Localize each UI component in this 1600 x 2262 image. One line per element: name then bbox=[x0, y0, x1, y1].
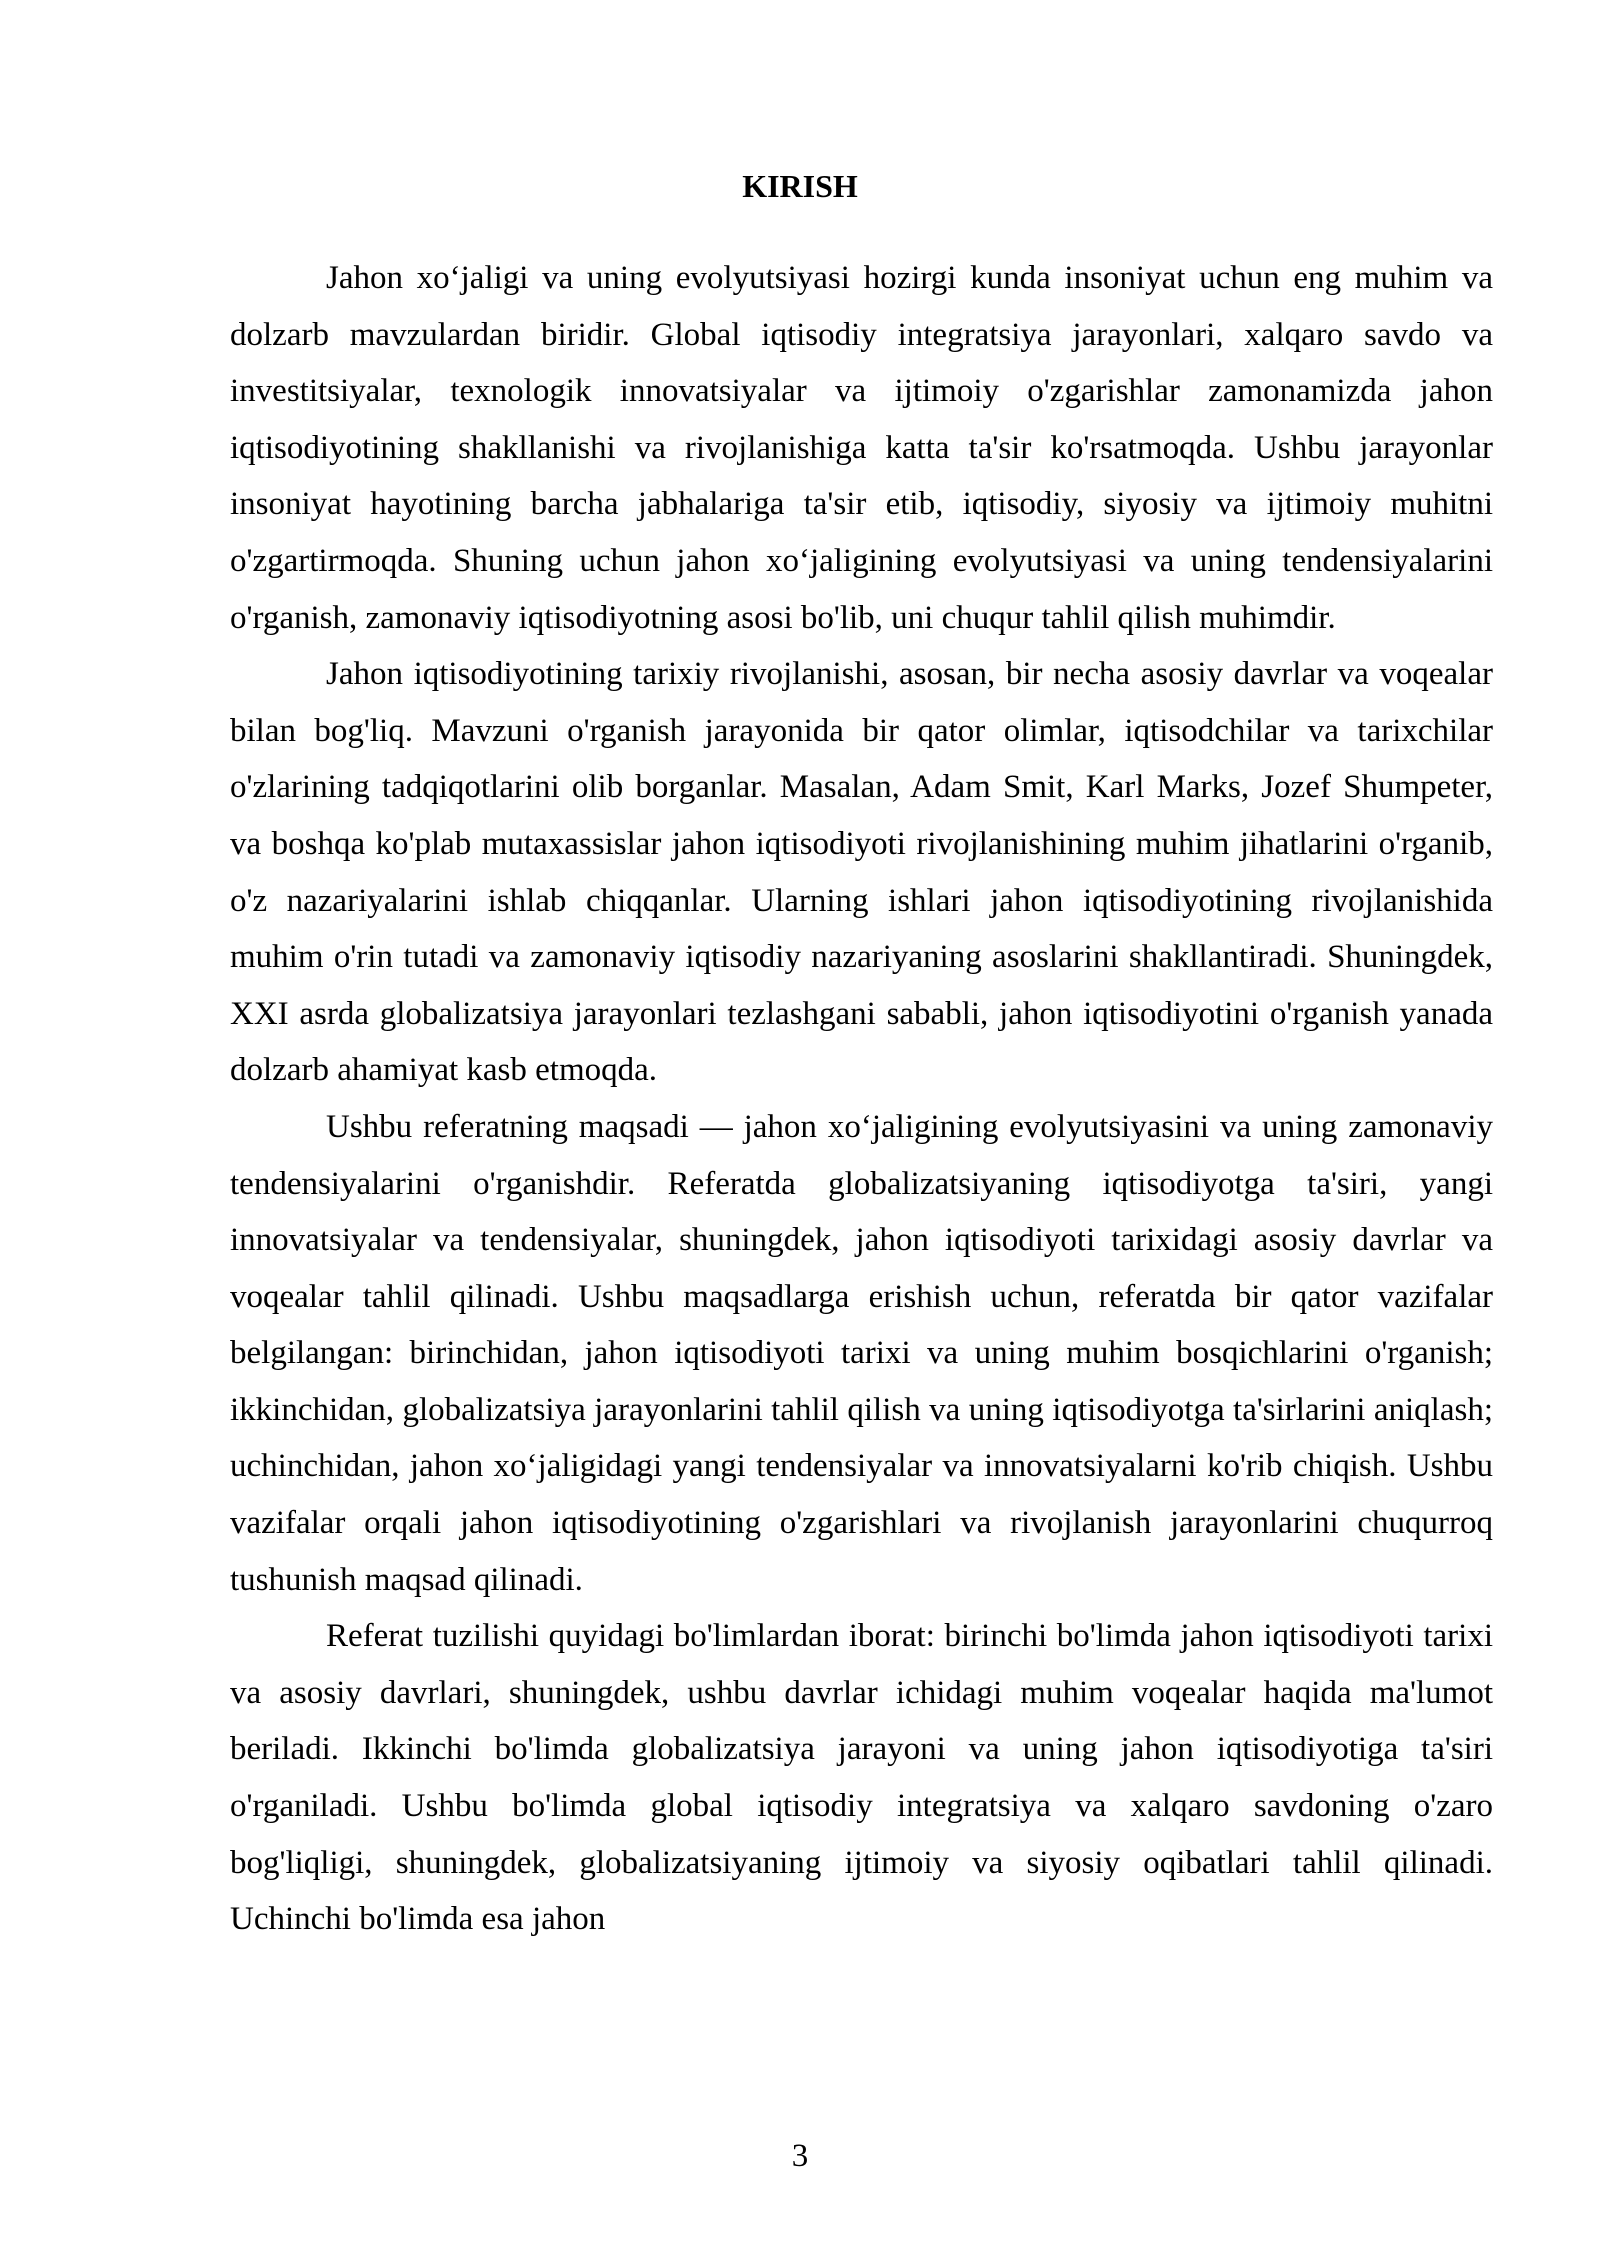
paragraph-4: Referat tuzilishi quyidagi bo'limlardan iborat: birinchi bo'limda jahon iqtisodiyoti tarixi va asosiy davrlari, shuningdek, ushbu davrlar ichidagi muhim voqealar haqida ma'lumot beriladi. Ikkinchi bo'limda globalizatsiya jarayoni va uning jahon iqtisodiyotiga ta'siri o'rganiladi. Ushbu bo'limda global iqtisodiy integratsiya va xalqaro savdoning o'zaro bog'liqligi, shuningdek, globalizatsiyaning ijtimoiy va siyosiy oqibatlari tahlil qilinadi. Uchinchi bo'limda esa jahon bbox=[230, 1618, 1493, 1938]
paragraph-1: Jahon xo‘jaligi va uning evolyutsiyasi hozirgi kunda insoniyat uchun eng muhim va dolzarb mavzulardan biridir. Global iqtisodiy integratsiya jarayonlari, xalqaro savdo va investitsiyalar, texnologik innovatsiyalar va ijtimoiy o'zgarishlar zamonamizda jahon iqtisodiyotining shakllanishi va rivojlanishiga katta ta'sir ko'rsatmoqda. Ushbu jarayonlar insoniyat hayotining barcha jabhalariga ta'sir etib, iqtisodiy, siyosiy va ijtimoiy muhitni o'zgartirmoqda. Shuning uchun jahon xo‘jaligining evolyutsiyasi va uning tendensiyalarini o'rganish, zamonaviy iqtisodiyotning asosi bo'lib, uni chuqur tahlil qilish muhimdir. bbox=[230, 260, 1493, 636]
paragraph-2: Jahon iqtisodiyotining tarixiy rivojlanishi, asosan, bir necha asosiy davrlar va voqealar bilan bog'liq. Mavzuni o'rganish jarayonida bir qator olimlar, iqtisodchilar va tarixchilar o'zlarining tadqiqotlarini olib borganlar. Masalan, Adam Smit, Karl Marks, Jozef Shumpeter, va boshqa ko'plab mutaxassislar jahon iqtisodiyoti rivojlanishining muhim jihatlarini o'rganib, o'z nazariyalarini ishlab chiqqanlar. Ularning ishlari jahon iqtisodiyotining rivojlanishida muhim o'rin tutadi va zamonaviy iqtisodiy nazariyaning asoslarini shakllantiradi. Shuningdek, XXI asrda globalizatsiya jarayonlari tezlashgani sababli, jahon iqtisodiyotini o'rganish yanada dolzarb ahamiyat kasb etmoqda. bbox=[230, 656, 1493, 1089]
page-number: 3 bbox=[791, 2138, 809, 2174]
document-body bbox=[230, 250, 1493, 1948]
paragraph-3: Ushbu referatning maqsadi — jahon xo‘jaligining evolyutsiyasini va uning zamonaviy tendensiyalarini o'rganishdir. Referatda globalizatsiyaning iqtisodiyotga ta'siri, yangi innovatsiyalar va tendensiyalar, shuningdek, jahon iqtisodiyoti tarixidagi asosiy davrlar va voqealar tahlil qilinadi. Ushbu maqsadlarga erishish uchun, referatda bir qator vazifalar belgilangan: birinchidan, jahon iqtisodiyoti tarixi va uning muhim bosqichlarini o'rganish; ikkinchidan, globalizatsiya jarayonlarini tahlil qilish va uning iqtisodiyotga ta'sirlarini aniqlash; uchinchidan, jahon xo‘jaligidagi yangi tendensiyalar va innovatsiyalarni ko'rib chiqish. Ushbu vazifalar orqali jahon iqtisodiyotining o'zgarishlari va rivojlanish jarayonlarini chuqurroq tushunish maqsad qilinadi. bbox=[230, 1108, 1493, 1598]
document-title: KIRISH bbox=[742, 168, 858, 204]
